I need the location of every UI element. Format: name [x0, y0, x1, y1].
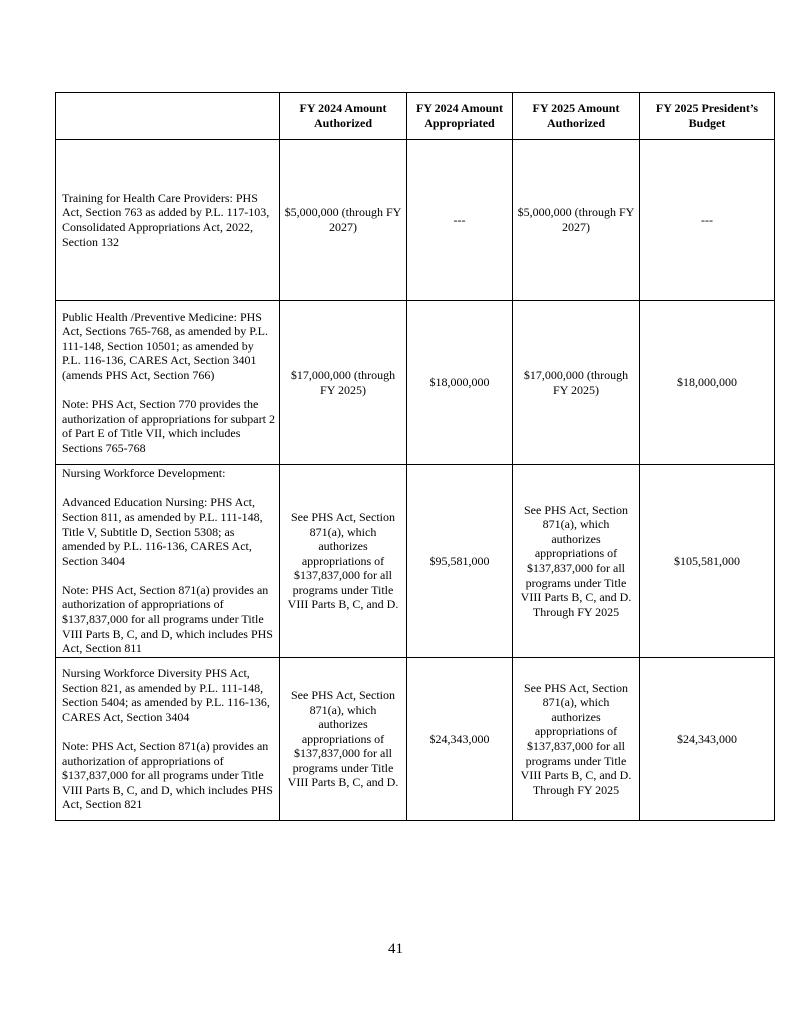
fy2024-appropriated-cell: --- — [407, 140, 513, 301]
fy2024-authorized-cell: See PHS Act, Section 871(a), which authorizes appropriations of $137,837,000 for all programs under Title VIII Parts B, C, and D. — [280, 465, 407, 658]
program-cell — [56, 658, 280, 821]
program-text: Nursing Workforce Diversity PHS Act, Section 821, as amended by P.L. 111-148, Section 5404; as amended by P.L. 116-136, CARES Act, Section 3404 — [62, 666, 270, 724]
fy2025-presidents-budget-cell: $18,000,000 — [640, 301, 775, 465]
program-text: Training for Health Care Providers: PHS Act, Section 763 as added by P.L. 117-103, Consolidated Appropriations Act, 2022, Section 132 — [62, 190, 270, 249]
program-note: Note: PHS Act, Section 871(a) provides an authorization of appropriations of $137,837,000 for all programs under Title VIII Parts B, C, and D, which includes PHS Act, Section 821 — [62, 739, 273, 812]
program-text: Public Health /Preventive Medicine: PHS Act, Sections 765-768, as amended by P.L. 111-148, Section 10501; as amended by P.L. 116-136, CARES Act, Section 3401 (amends PHS Act, Section 766) — [62, 309, 268, 382]
header-fy2025-presidents-budget: FY 2025 President’s Budget — [640, 93, 775, 140]
fy2025-presidents-budget-cell: --- — [640, 140, 775, 301]
header-program — [56, 93, 280, 140]
header-fy2025-authorized: FY 2025 Amount Authorized — [513, 93, 640, 140]
header-fy2024-appropriated: FY 2024 Amount Appropriated — [407, 93, 513, 140]
table-header-row — [56, 93, 775, 140]
header-fy2024-authorized: FY 2024 Amount Authorized — [280, 93, 407, 140]
program-cell — [56, 301, 280, 465]
program-heading: Nursing Workforce Development: — [62, 466, 226, 481]
fy2024-appropriated-cell: $95,581,000 — [407, 465, 513, 658]
program-note: Note: PHS Act, Section 770 provides the authorization of appropriations for subpart 2 of Part E of Title VII, which includes Sections 765-768 — [62, 397, 275, 455]
table-row — [56, 465, 775, 658]
fy2024-authorized-cell: See PHS Act, Section 871(a), which authorizes appropriations of $137,837,000 for all programs under Title VIII Parts B, C, and D. — [280, 658, 407, 821]
program-note: Note: PHS Act, Section 871(a) provides an authorization of appropriations of $137,837,000 for all programs under Title VIII Parts B, C, and D, which includes PHS Act, Section 811 — [62, 582, 273, 656]
program-cell — [56, 465, 280, 658]
fy2025-authorized-cell: See PHS Act, Section 871(a), which authorizes appropriations of $137,837,000 for all programs under Title VIII Parts B, C, and D. Through FY 2025 — [513, 465, 640, 658]
fy2025-presidents-budget-cell: $105,581,000 — [640, 465, 775, 658]
program-cell — [56, 140, 280, 301]
fy2024-appropriated-cell: $18,000,000 — [407, 301, 513, 465]
fy2024-authorized-cell: $5,000,000 (through FY 2027) — [280, 140, 407, 301]
authorization-table — [55, 92, 775, 821]
fy2025-authorized-cell: $17,000,000 (through FY 2025) — [513, 301, 640, 465]
page-number: 41 — [388, 941, 403, 957]
table-row — [56, 301, 775, 465]
fy2025-authorized-cell: See PHS Act, Section 871(a), which authorizes appropriations of $137,837,000 for all programs under Title VIII Parts B, C, and D. Through FY 2025 — [513, 658, 640, 821]
fy2025-presidents-budget-cell: $24,343,000 — [640, 658, 775, 821]
table-row — [56, 658, 775, 821]
table-row — [56, 140, 775, 301]
program-text: Advanced Education Nursing: PHS Act, Section 811, as amended by P.L. 111-148, Title V, Subtitle D, Section 5308; as amended by P.L. 116-136, CARES Act, Section 3404 — [62, 495, 263, 568]
fy2025-authorized-cell: $5,000,000 (through FY 2027) — [513, 140, 640, 301]
fy2024-authorized-cell: $17,000,000 (through FY 2025) — [280, 301, 407, 465]
fy2024-appropriated-cell: $24,343,000 — [407, 658, 513, 821]
